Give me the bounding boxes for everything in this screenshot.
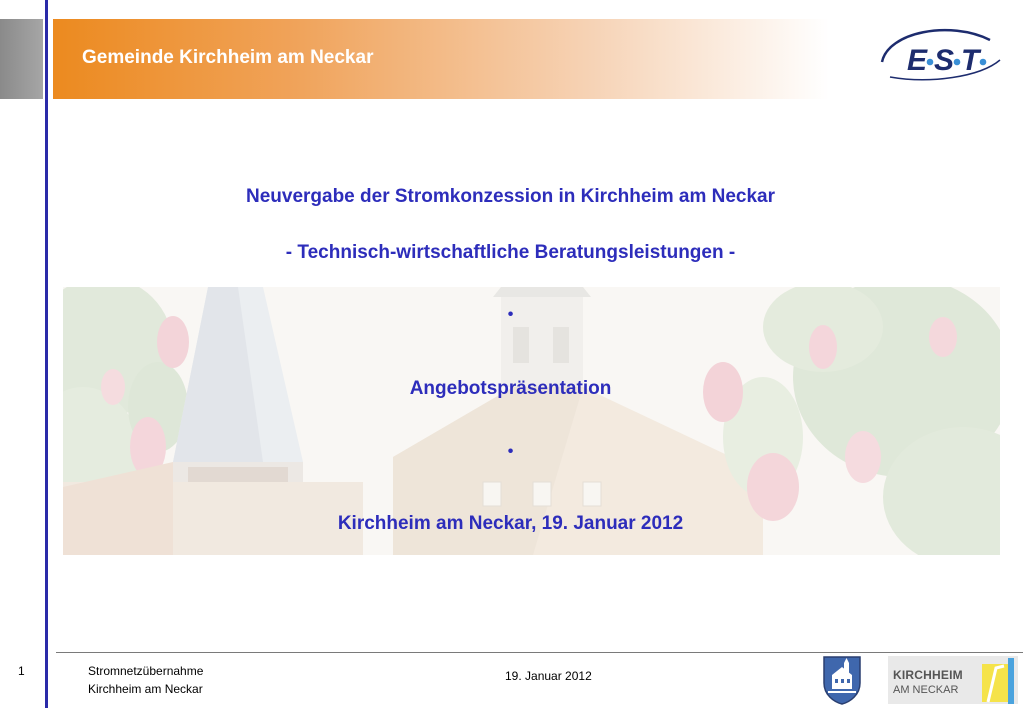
presentation-label: Angebotspräsentation (409, 378, 612, 399)
kirchheim-logo-line2: AM NECKAR (893, 684, 959, 696)
title-line: Neuvergabe der Stromkonzession in Kirchheim am Neckar (245, 186, 775, 207)
svg-text:E: E (907, 44, 928, 77)
footer-topic: Stromnetzübernahme (88, 664, 204, 678)
page-number: 1 (18, 664, 25, 678)
left-vertical-rule (45, 0, 48, 708)
footer-rule (56, 652, 1023, 653)
kirchheim-logo (888, 656, 1018, 704)
side-gray-block (0, 19, 43, 99)
svg-text:S: S (934, 44, 955, 77)
bullet: • (507, 306, 514, 323)
footer-location: Kirchheim am Neckar (88, 682, 203, 696)
subtitle-line: - Technisch-wirtschaftliche Beratungsleistungen - (285, 242, 736, 263)
town-crest-icon (822, 655, 862, 705)
svg-text:T: T (961, 44, 980, 77)
kirchheim-mark-icon (978, 658, 1018, 704)
kirchheim-logo-line1: KIRCHHEIM (893, 668, 963, 682)
bullet: • (507, 443, 514, 460)
est-logo (870, 22, 1005, 92)
footer-date: 19. Januar 2012 (505, 669, 592, 683)
place-date-line: Kirchheim am Neckar, 19. Januar 2012 (337, 513, 684, 534)
header-title: Gemeinde Kirchheim am Neckar (82, 47, 374, 68)
